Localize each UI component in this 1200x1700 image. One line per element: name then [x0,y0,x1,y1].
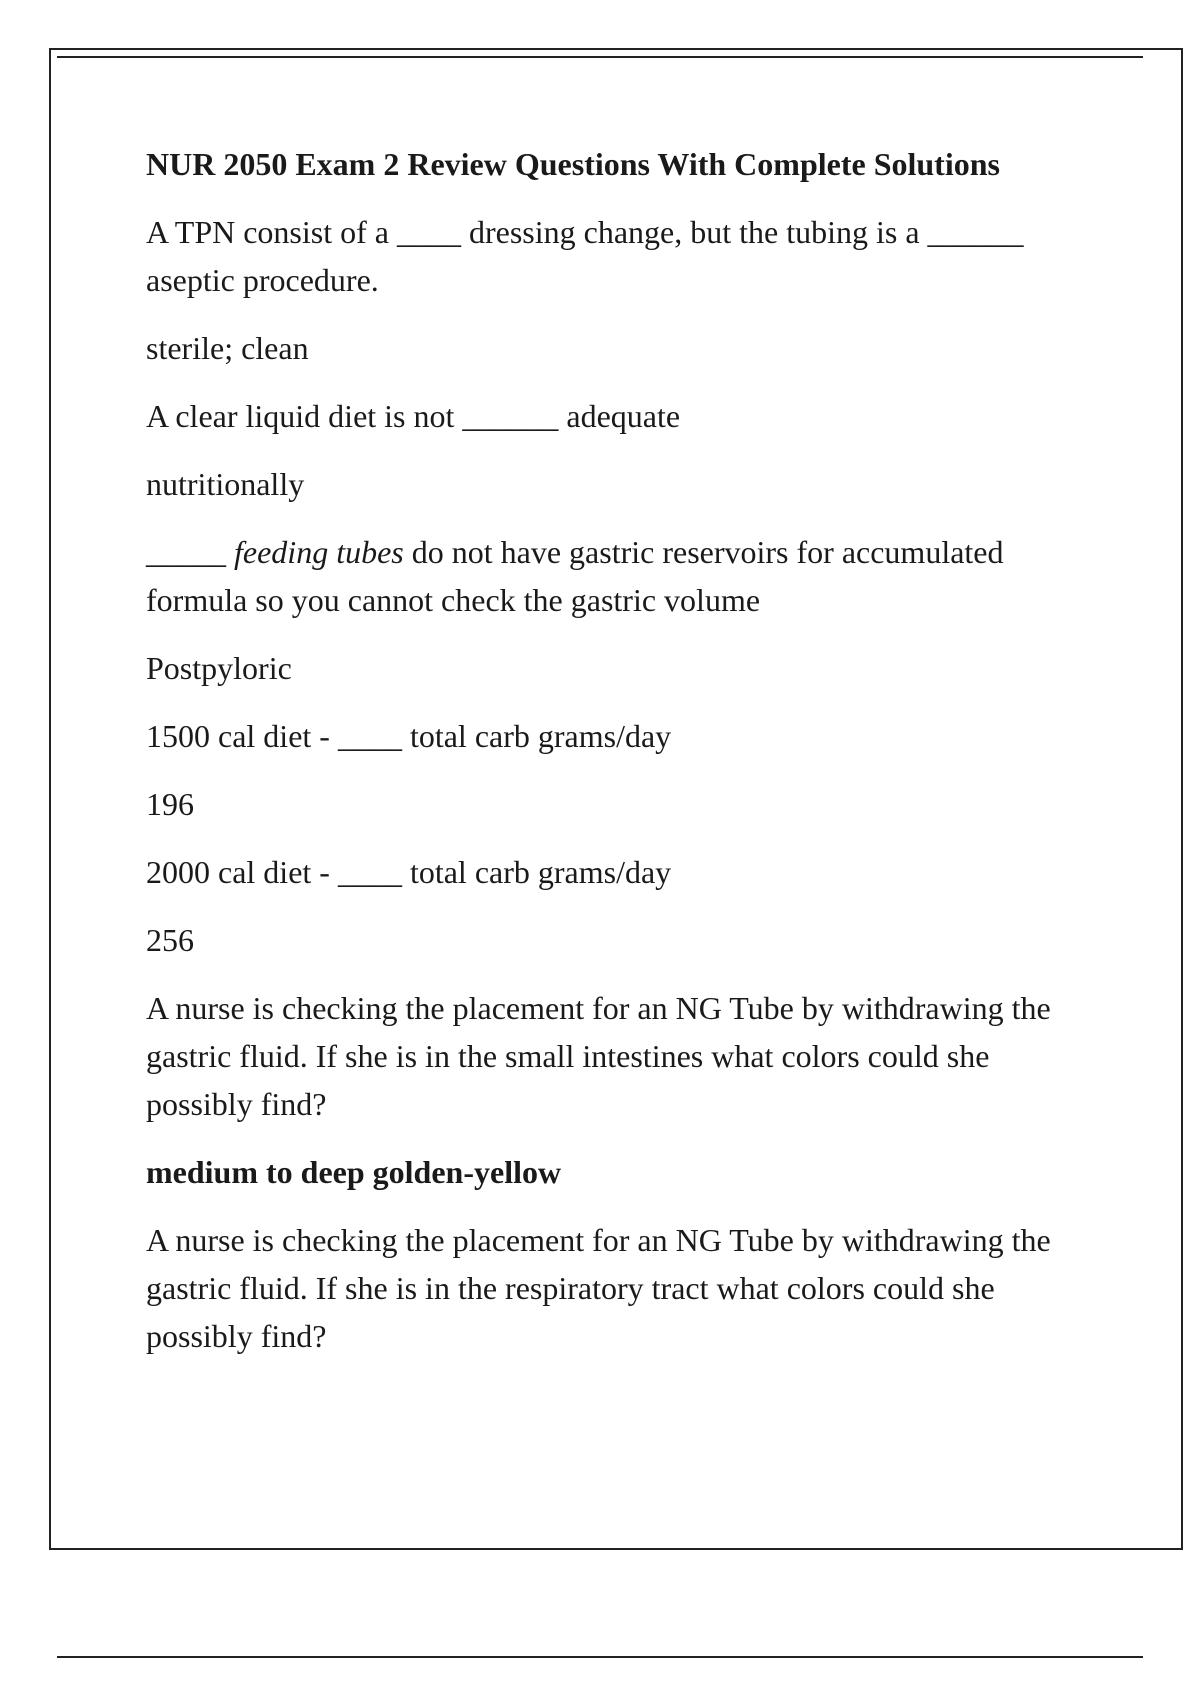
question-ng-respiratory-tract: A nurse is checking the placement for an NG Tube by withdrawing the gastric fluid. If she is in the respiratory tract what colors could she possibly find? [146,1222,1051,1354]
answer-ng-small-intestines: medium to deep golden-yellow [146,1154,562,1190]
answer-1500-cal: 196 [146,786,194,822]
answer-tpn-dressing: sterile; clean [146,330,309,366]
question-feeding-tubes-blank: _____ [146,534,226,570]
question-clear-liquid-diet: A clear liquid diet is not ______ adequate [146,398,681,434]
question-feeding-tubes [146,528,1066,624]
document-body [146,140,1066,1380]
bottom-rule [57,1656,1143,1658]
question-ng-small-intestines: A nurse is checking the placement for an NG Tube by withdrawing the gastric fluid. If she is in the small intestines what colors could she possibly find? [146,990,1051,1122]
top-rule [57,56,1143,58]
question-tpn-dressing: A TPN consist of a ____ dressing change, but the tubing is a ______ aseptic procedure. [146,214,1024,298]
question-feeding-tubes-italic: feeding tubes [234,534,404,570]
question-2000-cal: 2000 cal diet - ____ total carb grams/day [146,854,672,890]
answer-2000-cal: 256 [146,922,194,958]
answer-feeding-tubes: Postpyloric [146,650,292,686]
document-title: NUR 2050 Exam 2 Review Questions With Complete Solutions [146,146,1000,182]
question-feeding-tubes-rest: do not have gastric reservoirs for accumulated formula so you cannot check the gastric volume [146,534,1004,618]
question-1500-cal: 1500 cal diet - ____ total carb grams/day [146,718,672,754]
answer-clear-liquid-diet: nutritionally [146,466,305,502]
